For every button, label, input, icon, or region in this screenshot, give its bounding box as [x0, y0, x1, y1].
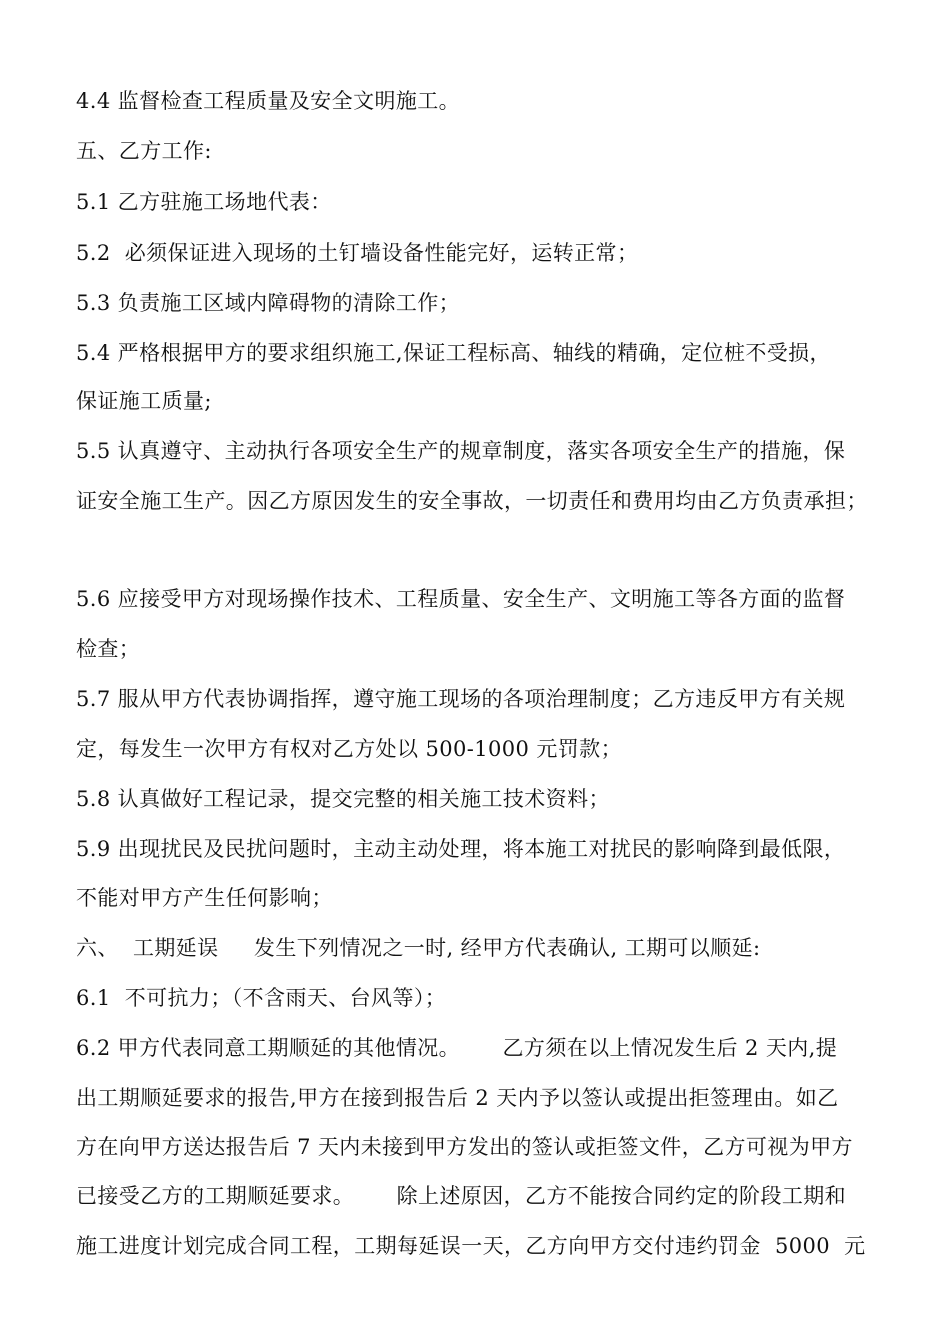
text-line: 5.9 出现扰民及民扰问题时，主动主动处理，将本施工对扰民的影响降到最低限， [76, 837, 846, 861]
text-line: 证安全施工生产。因乙方原因发生的安全事故，一切责任和费用均由乙方负责承担； [76, 489, 868, 513]
text-line: 5.7 服从甲方代表协调指挥，遵守施工现场的各项治理制度；乙方违反甲方有关规 [76, 687, 846, 711]
text-line: 4.4 监督检查工程质量及安全文明施工。 [76, 89, 461, 113]
text-line: 5.3 负责施工区域内障碍物的清除工作； [76, 291, 461, 315]
text-line: 6.1 不可抗力；（不含雨天、台风等）； [76, 986, 447, 1010]
text-line: 出工期顺延要求的报告,甲方在接到报告后 2 天内予以签认或提出拒签理由。如乙 [76, 1086, 839, 1110]
text-line: 5.2 必须保证进入现场的土钉墙设备性能完好，运转正常； [76, 241, 639, 265]
text-line: 检查； [76, 637, 141, 661]
text-line: 方在向甲方送达报告后 7 天内未接到甲方发出的签认或拒签文件，乙方可视为甲方 [76, 1135, 853, 1159]
text-line: 5.1 乙方驻施工场地代表： [76, 190, 332, 214]
text-line: 6.2 甲方代表同意工期顺延的其他情况。 乙方须在以上情况发生后 2 天内,提 [76, 1036, 838, 1060]
text-line: 5.6 应接受甲方对现场操作技术、工程质量、安全生产、文明施工等各方面的监督 [76, 587, 846, 611]
text-line: 5.4 严格根据甲方的要求组织施工,保证工程标高、轴线的精确，定位桩不受损， [76, 341, 831, 365]
text-line: 已接受乙方的工期顺延要求。 除上述原因，乙方不能按合同约定的阶段工期和 [76, 1184, 847, 1208]
text-line: 5.5 认真遵守、主动执行各项安全生产的规章制度，落实各项安全生产的措施，保 [76, 439, 846, 463]
text-line: 定，每发生一次甲方有权对乙方处以 500-1000 元罚款； [76, 737, 622, 761]
text-line: 5.8 认真做好工程记录，提交完整的相关施工技术资料； [76, 787, 610, 811]
text-line: 施工进度计划完成合同工程，工期每延误一天，乙方向甲方交付违约罚金 5000 元 [76, 1234, 866, 1258]
section-heading: 六、 工期延误 发生下列情况之一时, 经甲方代表确认, 工期可以顺延: [76, 936, 761, 960]
section-heading: 五、乙方工作: [76, 139, 212, 163]
text-line: 保证施工质量; [76, 389, 212, 413]
text-line: 不能对甲方产生任何影响； [76, 886, 333, 910]
